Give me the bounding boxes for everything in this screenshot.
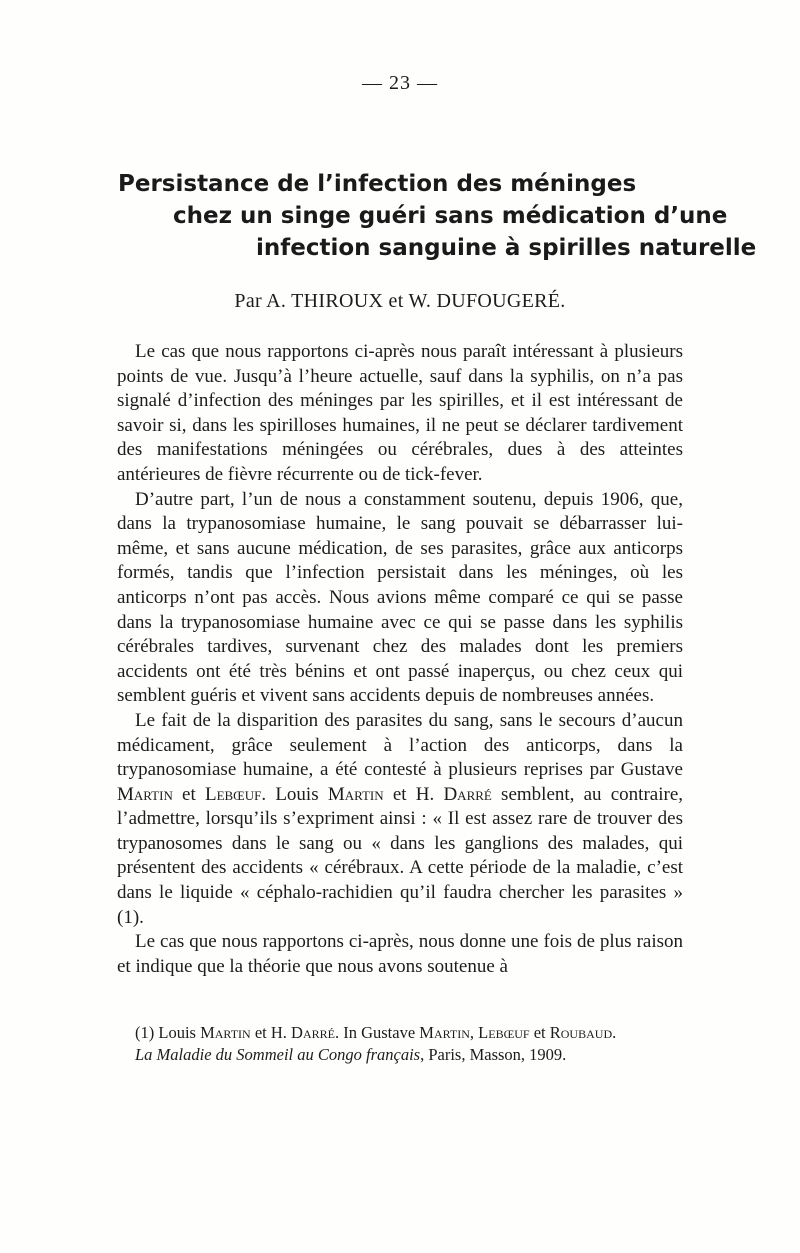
paragraph-3-text: et H. bbox=[383, 783, 444, 805]
title-line-1: Persistance de l’infection des méninges bbox=[118, 171, 637, 197]
footnote-part: . In Gustave bbox=[334, 1023, 420, 1042]
footnote bbox=[117, 1022, 683, 1066]
author-name: Martin bbox=[200, 1023, 251, 1042]
title-line-3: infection sanguine à spirilles naturelle bbox=[256, 235, 757, 261]
author-name: Darré bbox=[443, 783, 492, 805]
footnote-part: , bbox=[469, 1023, 479, 1042]
footnote-part: et bbox=[529, 1023, 550, 1042]
author-name: Martin bbox=[419, 1023, 470, 1042]
paragraph-1: Le cas que nous rapportons ci-après nous paraît intéressant à plusieurs points de vue. Jusqu’à l’heure actuelle, sauf dans la syphilis, on n’a pas signalé d’infection des méninges par les spirilles, et il est intéressant de savoir si, dans les spirilloses humaines, il ne peut se déclarer tardivement des manifestations méningées ou cérébrales, dues à des atteintes antérieures de fièvre récurrente ou de tick-fever. bbox=[117, 341, 683, 485]
footnote-part: , Paris, Masson, 1909. bbox=[420, 1045, 567, 1064]
author-name: Martin bbox=[117, 783, 173, 805]
paragraph-4: Le cas que nous rapportons ci-après, nous donne une fois de plus raison et indique que la théorie que nous avons soutenue à bbox=[117, 931, 683, 977]
page-number: — 23 — bbox=[362, 72, 438, 94]
article-body bbox=[117, 340, 683, 979]
author-name: Martin bbox=[327, 783, 384, 805]
paragraph-3-text: Le fait de la disparition des parasites du sang, sans le secours d’aucun médicament, grâce seulement à l’action des anticorps, dans la trypanosomiase humaine, a été contesté à plusieurs reprises par Gustave bbox=[117, 709, 683, 781]
paragraph-3-text: . Louis bbox=[261, 783, 328, 805]
paragraph-3-text: semblent, au contraire, l’admettre, lorsqu’ils s’expriment ainsi : « Il est assez rare de trouver des trypanosomes dans le sang ou « dans les ganglions des malades, qui présentent des accidents « cérébraux. A cette période de la maladie, c’est dans le liquide « céphalo-rachidien qu’il faudra chercher les parasites » (1). bbox=[117, 783, 684, 928]
author-name: Lebœuf bbox=[478, 1023, 530, 1042]
author-name: Lebœuf bbox=[204, 783, 262, 805]
title-line-2: chez un singe guéri sans médication d’une bbox=[173, 203, 728, 229]
footnote-part: et H. bbox=[250, 1023, 292, 1042]
paragraph-3 bbox=[117, 709, 683, 930]
footnote-part: (1) Louis bbox=[135, 1023, 201, 1042]
footnote-text bbox=[117, 1022, 683, 1066]
paragraph-2: D’autre part, l’un de nous a constamment soutenu, depuis 1906, que, dans la trypanosomiase humaine, le sang pouvait se débarrasser lui-même, et sans aucune médication, de ses parasites, grâce aux anticorps formés, tandis que l’infection persistait dans les méninges, où les anticorps n’ont pas accès. Nous avions même comparé ce qui se passe dans la trypanosomiase humaine avec ce qui se passe dans les syphilis cérébrales tardives, survenant chez des malades dont les premiers accidents ont été très bénins et ont passé inaperçus, ou chez ceux qui semblent guéris et vivent sans accidents depuis de nombreuses années. bbox=[117, 488, 683, 707]
author-name: Roubaud bbox=[549, 1023, 613, 1042]
paragraph-3-text: et bbox=[172, 783, 205, 805]
footnote-part: . bbox=[612, 1023, 617, 1042]
book-title: La Maladie du Sommeil au Congo français bbox=[135, 1045, 421, 1064]
author-byline: Par A. THIROUX et W. DUFOUGERÉ. bbox=[234, 290, 566, 312]
footnote-citation bbox=[117, 1044, 683, 1066]
article-title bbox=[118, 168, 757, 264]
author-name: Darré bbox=[291, 1023, 335, 1042]
